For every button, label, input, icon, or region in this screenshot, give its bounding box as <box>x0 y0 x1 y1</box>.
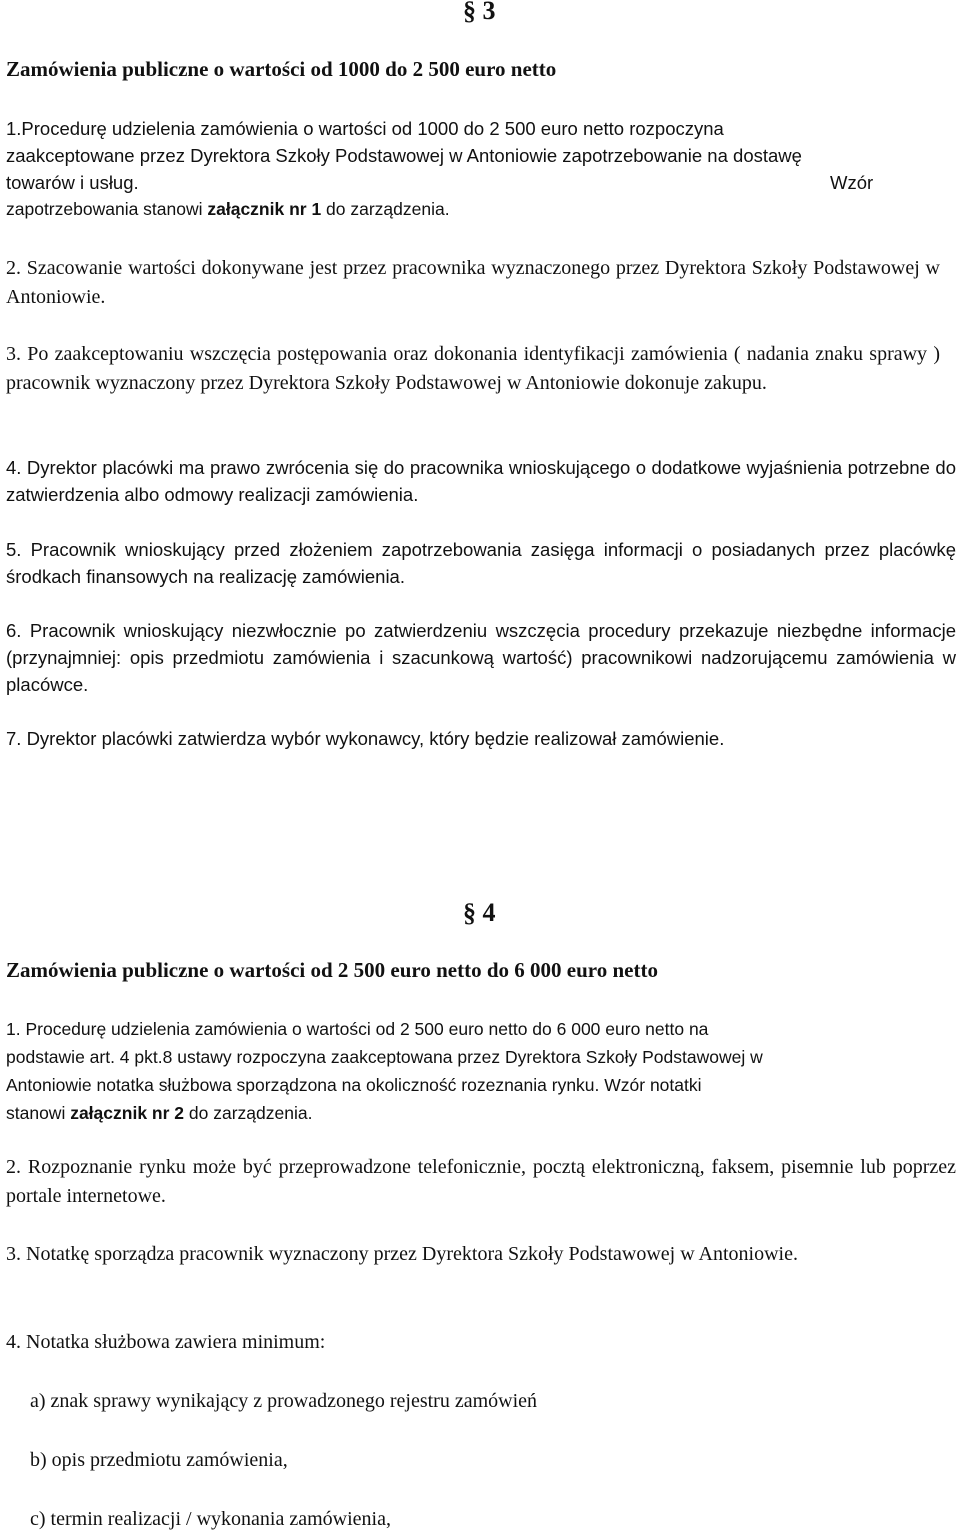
s3-p1-line4-tail: do zarządzenia. <box>321 199 450 219</box>
s4-list-item-a: a) znak sprawy wynikający z prowadzonego rejestru zamówień <box>30 1390 538 1412</box>
s3-paragraph-7: 7. Dyrektor placówki zatwierdza wybór wykonawcy, który będzie realizował zamówienie. <box>6 728 725 749</box>
s3-paragraph-3: 3. Po zaakceptowaniu wszczęcia postępowania oraz dokonania identyfikacji zamówienia ( nadania znaku sprawy ) pracownik wyznaczony przez Dyrektora Szkoły Podstawowej w Antoniowie dokonuje zakupu. <box>6 343 940 394</box>
s3-p1-line3-text: towarów i usług. <box>6 172 139 193</box>
section-3-mark: § 3 <box>463 0 496 25</box>
section-3-title: Zamówienia publiczne o wartości od 1000 do 2 500 euro netto <box>6 57 557 81</box>
s3-p1-line3-wzor: Wzór <box>830 172 874 193</box>
s3-paragraph-1 <box>6 115 946 223</box>
s4-p1-attachment-ref: załącznik nr 2 <box>70 1103 185 1123</box>
s4-paragraph-2: 2. Rozpoznanie rynku może być przeprowadzone telefonicznie, pocztą elektroniczną, faksem, pisemnie lub poprzez portale internetowe. <box>6 1156 956 1207</box>
s3-paragraph-5: 5. Pracownik wnioskujący przed złożeniem zapotrzebowania zasięga informacji o posiadanych przez placówkę środkach finansowych na realizację zamówienia. <box>6 539 956 587</box>
s3-p1-line3 <box>6 169 946 196</box>
s4-paragraph-4: 4. Notatka służbowa zawiera minimum: <box>6 1331 326 1353</box>
s4-p1-line4-tail: do zarządzenia. <box>184 1103 313 1123</box>
s4-p1-line1: 1. Procedurę udzielenia zamówienia o wartości od 2 500 euro netto do 6 000 euro netto na <box>6 1019 709 1039</box>
s3-p1-line4-text: zapotrzebowania stanowi <box>6 199 208 219</box>
s3-paragraph-2: 2. Szacowanie wartości dokonywane jest przez pracownika wyznaczonego przez Dyrektora Szkoły Podstawowej w Antoniowie. <box>6 257 940 308</box>
s4-list-item-b: b) opis przedmiotu zamówienia, <box>30 1449 288 1471</box>
s3-p1-attachment-ref: załącznik nr 1 <box>207 199 322 219</box>
s4-paragraph-1 <box>6 1015 946 1127</box>
s4-p1-line4-text: stanowi <box>6 1103 71 1123</box>
s4-paragraph-3: 3. Notatkę sporządza pracownik wyznaczony przez Dyrektora Szkoły Podstawowej w Antoniowie. <box>6 1243 798 1265</box>
section-4-title: Zamówienia publiczne o wartości od 2 500 euro netto do 6 000 euro netto <box>6 958 658 982</box>
s3-p1-line2: zaakceptowane przez Dyrektora Szkoły Podstawowej w Antoniowie zapotrzebowanie na dostawę <box>6 145 802 166</box>
s4-list-item-c: c) termin realizacji / wykonania zamówienia, <box>30 1508 391 1530</box>
s4-p1-line2: podstawie art. 4 pkt.8 ustawy rozpoczyna zaakceptowana przez Dyrektora Szkoły Podstawowej w <box>6 1047 763 1067</box>
s3-p1-line1: 1.Procedurę udzielenia zamówienia o wartości od 1000 do 2 500 euro netto rozpoczyna <box>6 118 724 139</box>
s3-p1-line4 <box>6 196 946 223</box>
s3-paragraph-6: 6. Pracownik wnioskujący niezwłocznie po zatwierdzeniu wszczęcia procedury przekazuje niezbędne informacje (przynajmniej: opis przedmiotu zamówienia i szacunkową wartość) pracownikowi nadzorującemu zamówienia w placówce. <box>6 620 956 695</box>
s4-p1-line4 <box>6 1099 946 1127</box>
s4-p1-line3: Antoniowie notatka służbowa sporządzona na okoliczność rozeznania rynku. Wzór notatki <box>6 1075 702 1095</box>
section-4-mark: § 4 <box>463 898 496 927</box>
s3-paragraph-4: 4. Dyrektor placówki ma prawo zwrócenia się do pracownika wnioskującego o dodatkowe wyjaśnienia potrzebne do zatwierdzenia albo odmowy realizacji zamówienia. <box>6 457 956 505</box>
